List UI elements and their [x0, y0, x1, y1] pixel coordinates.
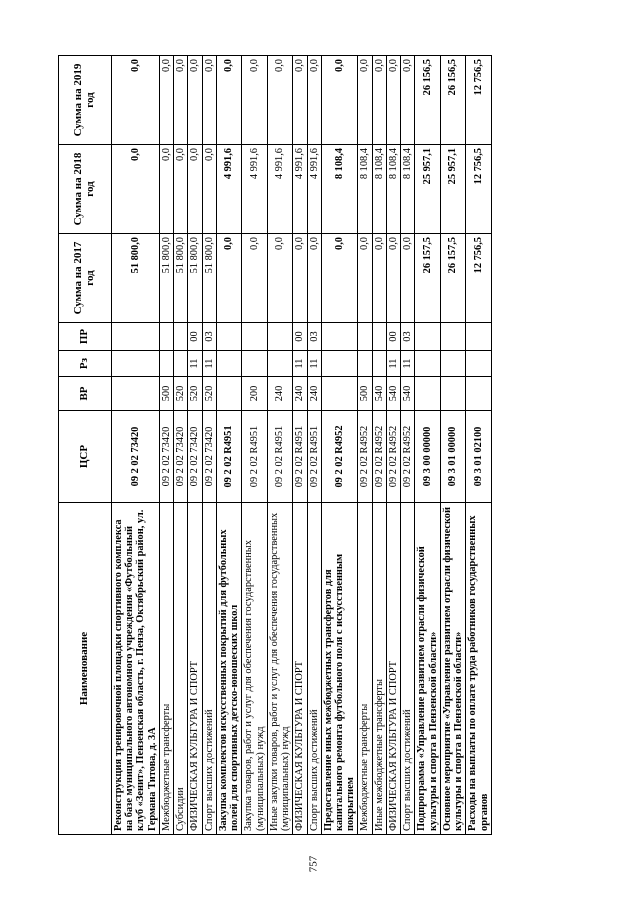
row-rz [321, 351, 358, 377]
row-name: Межбюджетные трансферты [358, 503, 372, 835]
row-pr [112, 323, 160, 351]
row-csr: 09 2 02 R4952 [358, 411, 372, 503]
row-rz [216, 351, 241, 377]
row-rz: 11 [401, 351, 415, 377]
table-row [216, 56, 241, 835]
row-name: Закупка комплектов искусственных покрытий для футбольных полей для спортивных детско-юношеских школ [216, 503, 241, 835]
row-vr [216, 377, 241, 411]
row-pr [466, 323, 491, 351]
row-name: Основное мероприятие «Управление развитием отрасли физической культуры и спорта в Пензенской области» [440, 503, 465, 835]
row-csr: 09 2 02 R4951 [216, 411, 241, 503]
row-sum-2018: 4 991,6 [307, 145, 321, 234]
row-sum-2018: 8 108,4 [321, 145, 358, 234]
table-row [242, 56, 267, 835]
row-rz [440, 351, 465, 377]
page-number: 757 [307, 855, 320, 873]
table-row [401, 56, 415, 835]
row-sum-2017: 0,0 [401, 234, 415, 323]
row-rz [112, 351, 160, 377]
table-row [321, 56, 358, 835]
row-pr [321, 323, 358, 351]
row-name: Межбюджетные трансферты [159, 503, 173, 835]
row-sum-2018: 25 957,1 [440, 145, 465, 234]
row-vr: 200 [242, 377, 267, 411]
row-sum-2018: 4 991,6 [242, 145, 267, 234]
row-sum-2017: 51 800,0 [174, 234, 188, 323]
table-row [415, 56, 440, 835]
row-sum-2017: 0,0 [321, 234, 358, 323]
row-vr: 240 [293, 377, 307, 411]
row-pr [372, 323, 386, 351]
row-rz [358, 351, 372, 377]
row-vr: 540 [386, 377, 400, 411]
row-pr: 03 [202, 323, 216, 351]
row-sum-2019: 0,0 [358, 56, 372, 145]
header-row [59, 56, 112, 835]
row-vr: 240 [267, 377, 292, 411]
row-sum-2019: 26 156,5 [415, 56, 440, 145]
row-sum-2019: 0,0 [202, 56, 216, 145]
row-csr: 09 2 02 R4951 [267, 411, 292, 503]
row-vr [466, 377, 491, 411]
row-name: Реконструкция тренировочной площадки спортивного комплекса на базе муниципального автономного учреждения «Футбольный клуб «Зенит», Пензенская область, г. Пенза, Октябрьский район, ул. Германа Титова, д. 3А [112, 503, 160, 835]
row-csr: 09 2 02 R4952 [372, 411, 386, 503]
row-sum-2018: 4 991,6 [216, 145, 241, 234]
row-sum-2018: 0,0 [174, 145, 188, 234]
row-sum-2017: 51 800,0 [112, 234, 160, 323]
row-vr [321, 377, 358, 411]
row-csr: 09 2 02 73420 [112, 411, 160, 503]
header-rz: Рз [59, 351, 112, 377]
row-sum-2017: 0,0 [293, 234, 307, 323]
row-sum-2019: 0,0 [307, 56, 321, 145]
row-vr: 540 [372, 377, 386, 411]
row-sum-2019: 0,0 [159, 56, 173, 145]
row-pr [216, 323, 241, 351]
row-pr: 03 [307, 323, 321, 351]
row-pr [174, 323, 188, 351]
row-sum-2019: 0,0 [293, 56, 307, 145]
row-sum-2019: 0,0 [401, 56, 415, 145]
table-row [159, 56, 173, 835]
table-row [188, 56, 202, 835]
row-rz [372, 351, 386, 377]
row-csr: 09 2 02 R4952 [321, 411, 358, 503]
row-sum-2019: 0,0 [321, 56, 358, 145]
row-csr: 09 2 02 R4951 [293, 411, 307, 503]
table-row [293, 56, 307, 835]
row-pr: 00 [386, 323, 400, 351]
row-sum-2017: 0,0 [307, 234, 321, 323]
table-row [386, 56, 400, 835]
header-pr: ПР [59, 323, 112, 351]
row-csr: 09 3 01 02100 [466, 411, 491, 503]
header-sum-2018: Сумма на 2018 год [59, 145, 112, 234]
row-sum-2018: 0,0 [159, 145, 173, 234]
row-csr: 09 3 00 00000 [415, 411, 440, 503]
row-name: ФИЗИЧЕСКАЯ КУЛЬТУРА И СПОРТ [386, 503, 400, 835]
budget-table [58, 55, 492, 835]
row-csr: 09 2 02 R4951 [242, 411, 267, 503]
row-name: Субсидии [174, 503, 188, 835]
header-csr: ЦСР [59, 411, 112, 503]
table-row [358, 56, 372, 835]
header-sum-2019: Сумма на 2019 год [59, 56, 112, 145]
row-sum-2018: 8 108,4 [401, 145, 415, 234]
header-vr: ВР [59, 377, 112, 411]
table-row [372, 56, 386, 835]
row-rz [267, 351, 292, 377]
row-sum-2017: 12 756,5 [466, 234, 491, 323]
row-sum-2018: 4 991,6 [267, 145, 292, 234]
table-row [267, 56, 292, 835]
row-pr: 03 [401, 323, 415, 351]
row-sum-2017: 0,0 [267, 234, 292, 323]
row-vr: 500 [159, 377, 173, 411]
row-vr: 240 [307, 377, 321, 411]
row-sum-2017: 0,0 [216, 234, 241, 323]
row-name: Спорт высших достижений [401, 503, 415, 835]
row-name: ФИЗИЧЕСКАЯ КУЛЬТУРА И СПОРТ [293, 503, 307, 835]
row-vr: 520 [188, 377, 202, 411]
row-csr: 09 2 02 73420 [174, 411, 188, 503]
row-sum-2019: 0,0 [386, 56, 400, 145]
row-sum-2019: 0,0 [372, 56, 386, 145]
row-csr: 09 2 02 R4952 [401, 411, 415, 503]
row-sum-2017: 0,0 [242, 234, 267, 323]
row-sum-2019: 0,0 [242, 56, 267, 145]
row-rz: 11 [386, 351, 400, 377]
table-row [174, 56, 188, 835]
budget-table-rotated [58, 55, 618, 835]
row-pr [440, 323, 465, 351]
row-rz [159, 351, 173, 377]
row-sum-2019: 26 156,5 [440, 56, 465, 145]
table-row [202, 56, 216, 835]
row-sum-2018: 8 108,4 [372, 145, 386, 234]
row-pr [415, 323, 440, 351]
row-vr [112, 377, 160, 411]
row-name: Предоставление иных межбюджетных трансфертов для капитального ремонта футбольного поля с искусственным покрытием [321, 503, 358, 835]
row-sum-2019: 0,0 [267, 56, 292, 145]
row-sum-2018: 8 108,4 [358, 145, 372, 234]
row-sum-2019: 0,0 [112, 56, 160, 145]
row-sum-2017: 51 800,0 [188, 234, 202, 323]
row-pr: 00 [188, 323, 202, 351]
header-sum-2017: Сумма на 2017 год [59, 234, 112, 323]
row-name: Спорт высших достижений [307, 503, 321, 835]
row-vr [440, 377, 465, 411]
row-vr: 520 [174, 377, 188, 411]
row-sum-2018: 0,0 [188, 145, 202, 234]
row-vr: 500 [358, 377, 372, 411]
row-rz [466, 351, 491, 377]
row-vr: 520 [202, 377, 216, 411]
row-pr [242, 323, 267, 351]
row-rz [174, 351, 188, 377]
row-name: Закупка товаров, работ и услуг для обеспечения государственных (муниципальных) нужд [242, 503, 267, 835]
row-name: ФИЗИЧЕСКАЯ КУЛЬТУРА И СПОРТ [188, 503, 202, 835]
row-vr [415, 377, 440, 411]
row-sum-2018: 4 991,6 [293, 145, 307, 234]
row-rz: 11 [188, 351, 202, 377]
row-pr [159, 323, 173, 351]
row-sum-2019: 0,0 [216, 56, 241, 145]
row-name: Иные межбюджетные трансферты [372, 503, 386, 835]
row-csr: 09 2 02 73420 [188, 411, 202, 503]
row-sum-2017: 0,0 [358, 234, 372, 323]
row-name: Спорт высших достижений [202, 503, 216, 835]
table-row [112, 56, 160, 835]
row-sum-2019: 0,0 [174, 56, 188, 145]
row-name: Подпрограмма «Управление развитием отрасли физической культуры и спорта в Пензенской области» [415, 503, 440, 835]
row-csr: 09 3 01 00000 [440, 411, 465, 503]
row-sum-2019: 0,0 [188, 56, 202, 145]
row-name: Иные закупки товаров, работ и услуг для обеспечения государственных (муниципальных) нужд [267, 503, 292, 835]
row-sum-2018: 0,0 [112, 145, 160, 234]
row-sum-2017: 0,0 [386, 234, 400, 323]
row-rz: 11 [307, 351, 321, 377]
row-sum-2017: 26 157,5 [415, 234, 440, 323]
table-body [112, 56, 492, 835]
row-sum-2017: 0,0 [372, 234, 386, 323]
row-sum-2018: 0,0 [202, 145, 216, 234]
row-sum-2018: 8 108,4 [386, 145, 400, 234]
row-csr: 09 2 02 R4951 [307, 411, 321, 503]
row-csr: 09 2 02 73420 [202, 411, 216, 503]
row-vr: 540 [401, 377, 415, 411]
row-name: Расходы на выплаты по оплате труда работников государственных органов [466, 503, 491, 835]
row-rz: 11 [293, 351, 307, 377]
row-pr [267, 323, 292, 351]
row-csr: 09 2 02 73420 [159, 411, 173, 503]
table-row [466, 56, 491, 835]
row-sum-2017: 51 800,0 [159, 234, 173, 323]
row-pr: 00 [293, 323, 307, 351]
row-sum-2017: 26 157,5 [440, 234, 465, 323]
row-sum-2017: 51 800,0 [202, 234, 216, 323]
row-rz [415, 351, 440, 377]
row-csr: 09 2 02 R4952 [386, 411, 400, 503]
row-rz: 11 [202, 351, 216, 377]
row-sum-2018: 12 756,5 [466, 145, 491, 234]
table-row [307, 56, 321, 835]
table-row [440, 56, 465, 835]
header-name: Наименование [59, 503, 112, 835]
row-sum-2018: 25 957,1 [415, 145, 440, 234]
row-rz [242, 351, 267, 377]
row-pr [358, 323, 372, 351]
row-sum-2019: 12 756,5 [466, 56, 491, 145]
